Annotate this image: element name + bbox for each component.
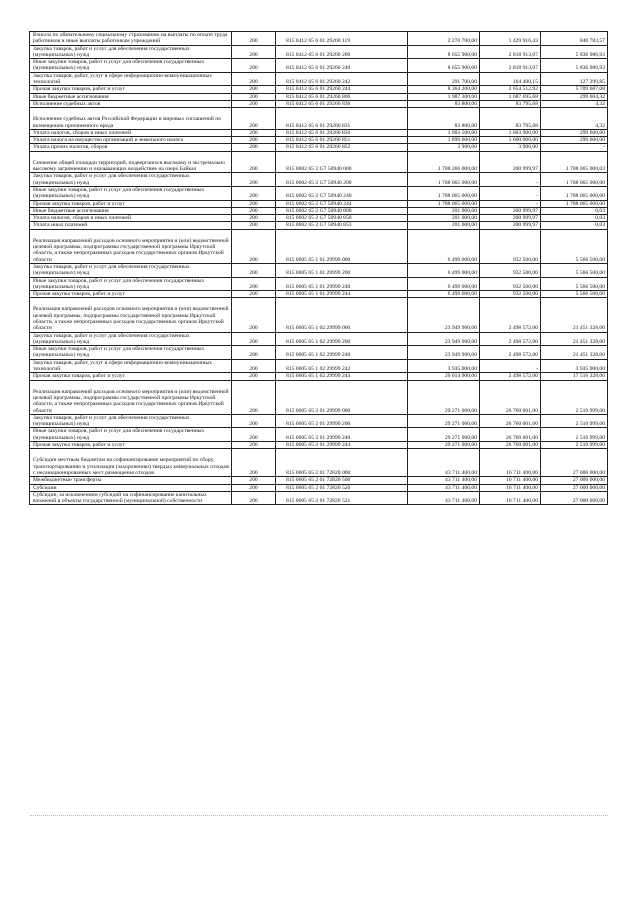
- row-approved-cell: 20 014 900,00: [408, 373, 480, 380]
- row-approved-cell: 1 903 500,00: [408, 129, 480, 136]
- row-unexecuted-cell: 0,03: [541, 207, 608, 214]
- row-kbk-cell: 815 0602 65 2 G7 50940 853: [276, 222, 408, 229]
- row-code-cell: 200: [232, 477, 276, 484]
- row-code-cell: 200: [232, 222, 276, 229]
- row-code-cell: 200: [232, 186, 276, 200]
- row-approved-cell: 2 270 700,00: [408, 32, 480, 46]
- expenditure-table: [29, 31, 608, 505]
- row-kbk-cell: 815 0605 65 2 01 72820 520: [276, 484, 408, 491]
- row-kbk-cell: 815 0605 65 1 02 29999 200: [276, 332, 408, 346]
- row-code-cell: 200: [232, 100, 276, 107]
- row-unexecuted-cell: 840 783,57: [541, 32, 608, 46]
- row-executed-cell: 932 500,00: [480, 263, 541, 277]
- row-kbk-cell: 815 0412 65 6 01 29260 830: [276, 100, 408, 107]
- row-approved-cell: 43 711 400,00: [408, 449, 480, 477]
- table-row: [30, 200, 608, 207]
- row-kbk-cell: 815 0605 65 2 01 29999 244: [276, 442, 408, 449]
- table-row: [30, 129, 608, 136]
- row-code-cell: 200: [232, 380, 276, 414]
- row-code-cell: 200: [232, 45, 276, 59]
- row-kbk-cell: 815 0412 65 6 01 29260 831: [276, 108, 408, 130]
- table-row: [30, 414, 608, 428]
- row-kbk-cell: 815 0412 65 6 01 29260 119: [276, 32, 408, 46]
- row-kbk-cell: 815 0605 65 2 01 29999 240: [276, 428, 408, 442]
- row-kbk-cell: 815 0602 65 2 G7 50940 000: [276, 151, 408, 173]
- row-executed-cell: -: [480, 173, 541, 187]
- row-code-cell: 200: [232, 144, 276, 151]
- table-body: [30, 32, 608, 505]
- row-approved-cell: 1 987 300,00: [408, 93, 480, 100]
- table-row: [30, 86, 608, 93]
- page-bottom-rule: [30, 815, 608, 816]
- row-code-cell: 200: [232, 277, 276, 291]
- row-unexecuted-cell: 1 788 065 000,00: [541, 186, 608, 200]
- row-approved-cell: 6 499 000,00: [408, 263, 480, 277]
- row-executed-cell: 16 711 400,00: [480, 449, 541, 477]
- table-row: [30, 291, 608, 298]
- row-unexecuted-cell: 299 604,32: [541, 93, 608, 100]
- row-approved-cell: 1 788 065 000,00: [408, 200, 480, 207]
- row-unexecuted-cell: 2 510 999,00: [541, 414, 608, 428]
- row-unexecuted-cell: 2 510 999,00: [541, 428, 608, 442]
- row-kbk-cell: 815 0605 65 1 01 29999 200: [276, 263, 408, 277]
- row-name-cell: Закупка товаров, работ и услуг для обеспечения государственных (муниципальных) нужд: [30, 263, 232, 277]
- row-executed-cell: 26 760 001,00: [480, 442, 541, 449]
- row-unexecuted-cell: 27 000 000,00: [541, 491, 608, 505]
- row-approved-cell: 8 364 200,00: [408, 86, 480, 93]
- row-executed-cell: 200 999,97: [480, 222, 541, 229]
- row-executed-cell: 1 429 916,43: [480, 32, 541, 46]
- row-kbk-cell: 815 0605 65 2 01 29999 200: [276, 414, 408, 428]
- row-name-cell: Прочая закупка товаров, работ и услуг: [30, 200, 232, 207]
- row-approved-cell: 6 499 000,00: [408, 277, 480, 291]
- row-executed-cell: 2 498 572,00: [480, 373, 541, 380]
- table-row: [30, 59, 608, 73]
- table-row: [30, 32, 608, 46]
- row-approved-cell: 8 655 900,00: [408, 45, 480, 59]
- row-kbk-cell: 815 0412 65 6 01 29260 244: [276, 86, 408, 93]
- row-approved-cell: 1 788 065 000,00: [408, 186, 480, 200]
- row-unexecuted-cell: 5 566 500,00: [541, 229, 608, 263]
- row-executed-cell: 164 400,15: [480, 72, 541, 86]
- row-executed-cell: 932 500,00: [480, 229, 541, 263]
- row-code-cell: 200: [232, 373, 276, 380]
- row-executed-cell: 3 900,00: [480, 144, 541, 151]
- row-kbk-cell: 815 0412 65 6 01 29260 242: [276, 72, 408, 86]
- table-row: [30, 263, 608, 277]
- table-row: [30, 428, 608, 442]
- row-name-cell: Иные бюджетные ассигнования: [30, 207, 232, 214]
- row-executed-cell: 16 711 400,00: [480, 484, 541, 491]
- row-kbk-cell: 815 0412 65 6 01 29260 851: [276, 137, 408, 144]
- table-row: [30, 332, 608, 346]
- row-kbk-cell: 815 0602 65 2 G7 50940 240: [276, 186, 408, 200]
- row-approved-cell: 23 949 900,00: [408, 346, 480, 360]
- row-unexecuted-cell: 27 000 000,00: [541, 477, 608, 484]
- row-approved-cell: 29 271 000,00: [408, 414, 480, 428]
- row-executed-cell: 2 818 913,07: [480, 59, 541, 73]
- table-row: [30, 100, 608, 107]
- row-executed-cell: 200 999,97: [480, 215, 541, 222]
- table-row: [30, 346, 608, 360]
- row-kbk-cell: 815 0605 65 1 02 29999 242: [276, 359, 408, 373]
- row-name-cell: Закупка товаров, работ и услуг для обеспечения государственных (муниципальных) нужд: [30, 414, 232, 428]
- row-unexecuted-cell: 5 709 687,08: [541, 86, 608, 93]
- row-code-cell: 200: [232, 151, 276, 173]
- row-approved-cell: 3 935 000,00: [408, 359, 480, 373]
- row-executed-cell: -: [480, 186, 541, 200]
- row-unexecuted-cell: 5 836 986,93: [541, 45, 608, 59]
- table-row: [30, 72, 608, 86]
- table-row: [30, 484, 608, 491]
- row-kbk-cell: 815 0605 65 2 01 29999 000: [276, 380, 408, 414]
- row-approved-cell: 43 711 400,00: [408, 491, 480, 505]
- table-row: [30, 373, 608, 380]
- row-executed-cell: 932 500,00: [480, 291, 541, 298]
- row-code-cell: 200: [232, 129, 276, 136]
- row-unexecuted-cell: 4,32: [541, 100, 608, 107]
- row-code-cell: 200: [232, 108, 276, 130]
- row-name-cell: Закупка товаров, работ, услуг в сфере информационно-коммуникационных технологий: [30, 72, 232, 86]
- table-row: [30, 151, 608, 173]
- row-unexecuted-cell: 5 836 986,93: [541, 59, 608, 73]
- row-executed-cell: 2 498 572,00: [480, 346, 541, 360]
- row-code-cell: 200: [232, 200, 276, 207]
- row-name-cell: Закупка товаров, работ и услуг для обеспечения государственных (муниципальных) нужд: [30, 45, 232, 59]
- row-kbk-cell: 815 0605 65 1 01 29999 240: [276, 277, 408, 291]
- row-unexecuted-cell: 299 600,00: [541, 137, 608, 144]
- row-executed-cell: 1 600 000,00: [480, 137, 541, 144]
- row-code-cell: 200: [232, 263, 276, 277]
- table-row: [30, 298, 608, 332]
- row-approved-cell: 1 899 600,00: [408, 137, 480, 144]
- row-executed-cell: 2 498 572,00: [480, 298, 541, 332]
- row-code-cell: 200: [232, 72, 276, 86]
- row-approved-cell: 8 655 900,00: [408, 59, 480, 73]
- table-row: [30, 137, 608, 144]
- table-row: [30, 477, 608, 484]
- row-name-cell: Иные закупки товаров, работ и услуг для обеспечения государственных (муниципальных) нужд: [30, 428, 232, 442]
- row-unexecuted-cell: 299 600,00: [541, 129, 608, 136]
- row-executed-cell: -: [480, 359, 541, 373]
- row-name-cell: Иные закупки товаров, работ и услуг для обеспечения государственных (муниципальных) нужд: [30, 277, 232, 291]
- row-unexecuted-cell: 1 788 065 000,00: [541, 200, 608, 207]
- row-code-cell: 200: [232, 414, 276, 428]
- row-unexecuted-cell: 21 451 328,00: [541, 298, 608, 332]
- row-unexecuted-cell: 2 510 999,00: [541, 442, 608, 449]
- table-row: [30, 359, 608, 373]
- row-code-cell: 200: [232, 86, 276, 93]
- row-code-cell: 200: [232, 59, 276, 73]
- table-row: [30, 108, 608, 130]
- row-approved-cell: 291 700,00: [408, 72, 480, 86]
- row-unexecuted-cell: 3 935 000,00: [541, 359, 608, 373]
- row-approved-cell: 29 271 000,00: [408, 380, 480, 414]
- row-kbk-cell: 815 0412 65 6 01 29260 800: [276, 93, 408, 100]
- row-code-cell: 200: [232, 173, 276, 187]
- row-approved-cell: 83 800,00: [408, 108, 480, 130]
- row-kbk-cell: 815 0605 65 1 01 29999 244: [276, 291, 408, 298]
- row-executed-cell: 1 687 695,68: [480, 93, 541, 100]
- row-kbk-cell: 815 0605 65 2 01 72820 500: [276, 477, 408, 484]
- table-row: [30, 491, 608, 505]
- table-row: [30, 229, 608, 263]
- row-unexecuted-cell: -: [541, 144, 608, 151]
- table-row: [30, 207, 608, 214]
- row-kbk-cell: 815 0605 65 1 02 29999 244: [276, 373, 408, 380]
- row-name-cell: Уплата иных платежей: [30, 222, 232, 229]
- row-executed-cell: 2 818 913,07: [480, 45, 541, 59]
- row-name-cell: Уплата прочих налогов, сборов: [30, 144, 232, 151]
- table-row: [30, 144, 608, 151]
- row-approved-cell: 201 000,00: [408, 215, 480, 222]
- row-unexecuted-cell: 17 516 328,00: [541, 373, 608, 380]
- row-kbk-cell: 815 0412 65 6 01 29260 200: [276, 45, 408, 59]
- table-row: [30, 442, 608, 449]
- row-name-cell: Уплата налогов, сборов и иных платежей: [30, 215, 232, 222]
- row-executed-cell: 200 999,97: [480, 151, 541, 173]
- row-executed-cell: 932 500,00: [480, 277, 541, 291]
- row-approved-cell: 29 271 000,00: [408, 428, 480, 442]
- row-unexecuted-cell: 0,03: [541, 215, 608, 222]
- row-unexecuted-cell: 27 000 000,00: [541, 484, 608, 491]
- row-executed-cell: 200 999,97: [480, 207, 541, 214]
- row-approved-cell: 43 711 400,00: [408, 477, 480, 484]
- row-name-cell: Реализация направлений расходов основного мероприятия и (или) ведомственной целевой программы, подпрограммы государственной программы Иркутской области, а также непрограммных расходов государственных органов Иркутской области: [30, 380, 232, 414]
- row-code-cell: 200: [232, 298, 276, 332]
- row-code-cell: 200: [232, 332, 276, 346]
- table-row: [30, 449, 608, 477]
- row-kbk-cell: 815 0602 65 2 G7 50940 850: [276, 215, 408, 222]
- table-row: [30, 222, 608, 229]
- row-executed-cell: 16 711 400,00: [480, 477, 541, 484]
- row-approved-cell: 1 788 065 000,00: [408, 173, 480, 187]
- row-name-cell: Субсидии, за исключением субсидий на софинансирование капитальных вложений в объекты государственной (муниципальной) собственности: [30, 491, 232, 505]
- row-name-cell: Реализация направлений расходов основного мероприятия и (или) ведомственной целевой программы, подпрограммы государственной программы Иркутской области, а также непрограммных расходов государственных органов Иркутской области: [30, 298, 232, 332]
- row-executed-cell: 2 498 572,00: [480, 332, 541, 346]
- row-kbk-cell: 815 0602 65 2 G7 50940 244: [276, 200, 408, 207]
- row-code-cell: 200: [232, 346, 276, 360]
- row-name-cell: Исполнение судебных актов Российской Федерации и мировых соглашений по возмещению причиненного вреда: [30, 108, 232, 130]
- row-kbk-cell: 815 0412 65 6 01 29260 850: [276, 129, 408, 136]
- row-name-cell: Прочая закупка товаров, работ и услуг: [30, 86, 232, 93]
- row-code-cell: 200: [232, 291, 276, 298]
- row-kbk-cell: 815 0605 65 1 02 29999 000: [276, 298, 408, 332]
- row-kbk-cell: 815 0605 65 1 02 29999 240: [276, 346, 408, 360]
- row-unexecuted-cell: 4,32: [541, 108, 608, 130]
- row-unexecuted-cell: 1 788 065 000,00: [541, 173, 608, 187]
- row-executed-cell: 2 654 512,92: [480, 86, 541, 93]
- row-approved-cell: 29 271 000,00: [408, 442, 480, 449]
- table-row: [30, 380, 608, 414]
- row-approved-cell: 23 949 900,00: [408, 298, 480, 332]
- row-approved-cell: 201 000,00: [408, 222, 480, 229]
- row-code-cell: 200: [232, 207, 276, 214]
- table-row: [30, 93, 608, 100]
- row-unexecuted-cell: 0,03: [541, 222, 608, 229]
- row-code-cell: 200: [232, 484, 276, 491]
- row-code-cell: 200: [232, 359, 276, 373]
- row-kbk-cell: 815 0412 65 6 01 29260 852: [276, 144, 408, 151]
- row-unexecuted-cell: 21 451 328,00: [541, 332, 608, 346]
- row-name-cell: Взносы по обязательному социальному страхованию на выплаты по оплате труда работников и иные выплаты работникам учреждений: [30, 32, 232, 46]
- row-unexecuted-cell: 127 299,85: [541, 72, 608, 86]
- row-name-cell: Иные закупки товаров, работ и услуг для обеспечения государственных (муниципальных) нужд: [30, 346, 232, 360]
- row-name-cell: Уплата налогов, сборов и иных платежей: [30, 129, 232, 136]
- row-name-cell: Прочая закупка товаров, работ и услуг: [30, 373, 232, 380]
- row-unexecuted-cell: 5 566 500,00: [541, 277, 608, 291]
- row-name-cell: Прочая закупка товаров, работ и услуг: [30, 291, 232, 298]
- row-executed-cell: 83 795,68: [480, 108, 541, 130]
- row-executed-cell: 26 760 001,00: [480, 380, 541, 414]
- row-code-cell: 200: [232, 449, 276, 477]
- row-name-cell: Иные бюджетные ассигнования: [30, 93, 232, 100]
- row-code-cell: 200: [232, 428, 276, 442]
- table-row: [30, 186, 608, 200]
- row-kbk-cell: 815 0412 65 6 01 29260 240: [276, 59, 408, 73]
- row-code-cell: 200: [232, 93, 276, 100]
- row-approved-cell: 6 499 000,00: [408, 291, 480, 298]
- row-kbk-cell: 815 0602 65 2 G7 50940 200: [276, 173, 408, 187]
- row-name-cell: Иные закупки товаров, работ и услуг для обеспечения государственных (муниципальных) нужд: [30, 59, 232, 73]
- row-name-cell: Субсидии местным бюджетам на софинансирование мероприятий по сбору, транспортированию и утилизации (захоронению) твердых коммунальных отходов с несанкционированных мест размещения отходов: [30, 449, 232, 477]
- row-kbk-cell: 815 0605 65 1 01 29999 000: [276, 229, 408, 263]
- row-unexecuted-cell: 1 788 065 000,03: [541, 151, 608, 173]
- row-approved-cell: 1 788 266 000,00: [408, 151, 480, 173]
- row-name-cell: Реализация направлений расходов основного мероприятия и (или) ведомственной целевой программы, подпрограммы государственной программы Иркутской области, а также непрограммных расходов государственных органов Иркутской области: [30, 229, 232, 263]
- row-code-cell: 200: [232, 442, 276, 449]
- row-kbk-cell: 815 0602 65 2 G7 50940 800: [276, 207, 408, 214]
- row-name-cell: Закупка товаров, работ, услуг в сфере информационно-коммуникационных технологий: [30, 359, 232, 373]
- row-approved-cell: 201 000,00: [408, 207, 480, 214]
- row-executed-cell: 1 603 900,00: [480, 129, 541, 136]
- row-approved-cell: 83 800,00: [408, 100, 480, 107]
- row-unexecuted-cell: 27 000 000,00: [541, 449, 608, 477]
- row-kbk-cell: 815 0605 65 2 01 72820 000: [276, 449, 408, 477]
- row-name-cell: Межбюджетные трансферты: [30, 477, 232, 484]
- row-approved-cell: 6 499 000,00: [408, 229, 480, 263]
- row-name-cell: Субсидии: [30, 484, 232, 491]
- row-name-cell: Закупка товаров, работ и услуг для обеспечения государственных (муниципальных) нужд: [30, 332, 232, 346]
- row-code-cell: 200: [232, 491, 276, 505]
- row-approved-cell: 43 711 400,00: [408, 484, 480, 491]
- table-row: [30, 215, 608, 222]
- table-row: [30, 45, 608, 59]
- row-unexecuted-cell: 5 566 500,00: [541, 263, 608, 277]
- table-row: [30, 277, 608, 291]
- row-unexecuted-cell: 5 566 500,00: [541, 291, 608, 298]
- row-kbk-cell: 815 0605 65 2 01 72820 521: [276, 491, 408, 505]
- row-code-cell: 200: [232, 229, 276, 263]
- row-name-cell: Исполнение судебных актов: [30, 100, 232, 107]
- row-code-cell: 200: [232, 215, 276, 222]
- row-name-cell: Прочая закупка товаров, работ и услуг: [30, 442, 232, 449]
- row-code-cell: 200: [232, 32, 276, 46]
- row-executed-cell: 26 760 001,00: [480, 414, 541, 428]
- row-unexecuted-cell: 21 451 328,00: [541, 346, 608, 360]
- row-name-cell: Закупка товаров, работ и услуг для обеспечения государственных (муниципальных) нужд: [30, 173, 232, 187]
- row-code-cell: 200: [232, 137, 276, 144]
- row-name-cell: Снижение общей площади территорий, подвергшихся высокому и экстремально высокому загрязнению и оказывающих воздействие на озеро Байкал: [30, 151, 232, 173]
- row-name-cell: Уплата налога на имущество организаций и земельного налога: [30, 137, 232, 144]
- table-row: [30, 173, 608, 187]
- row-unexecuted-cell: 2 510 999,00: [541, 380, 608, 414]
- row-approved-cell: 23 949 900,00: [408, 332, 480, 346]
- row-executed-cell: 16 711 400,00: [480, 491, 541, 505]
- row-name-cell: Иные закупки товаров, работ и услуг для обеспечения государственных (муниципальных) нужд: [30, 186, 232, 200]
- row-executed-cell: -: [480, 200, 541, 207]
- row-approved-cell: 3 900,00: [408, 144, 480, 151]
- row-executed-cell: 83 795,68: [480, 100, 541, 107]
- row-executed-cell: 26 760 001,00: [480, 428, 541, 442]
